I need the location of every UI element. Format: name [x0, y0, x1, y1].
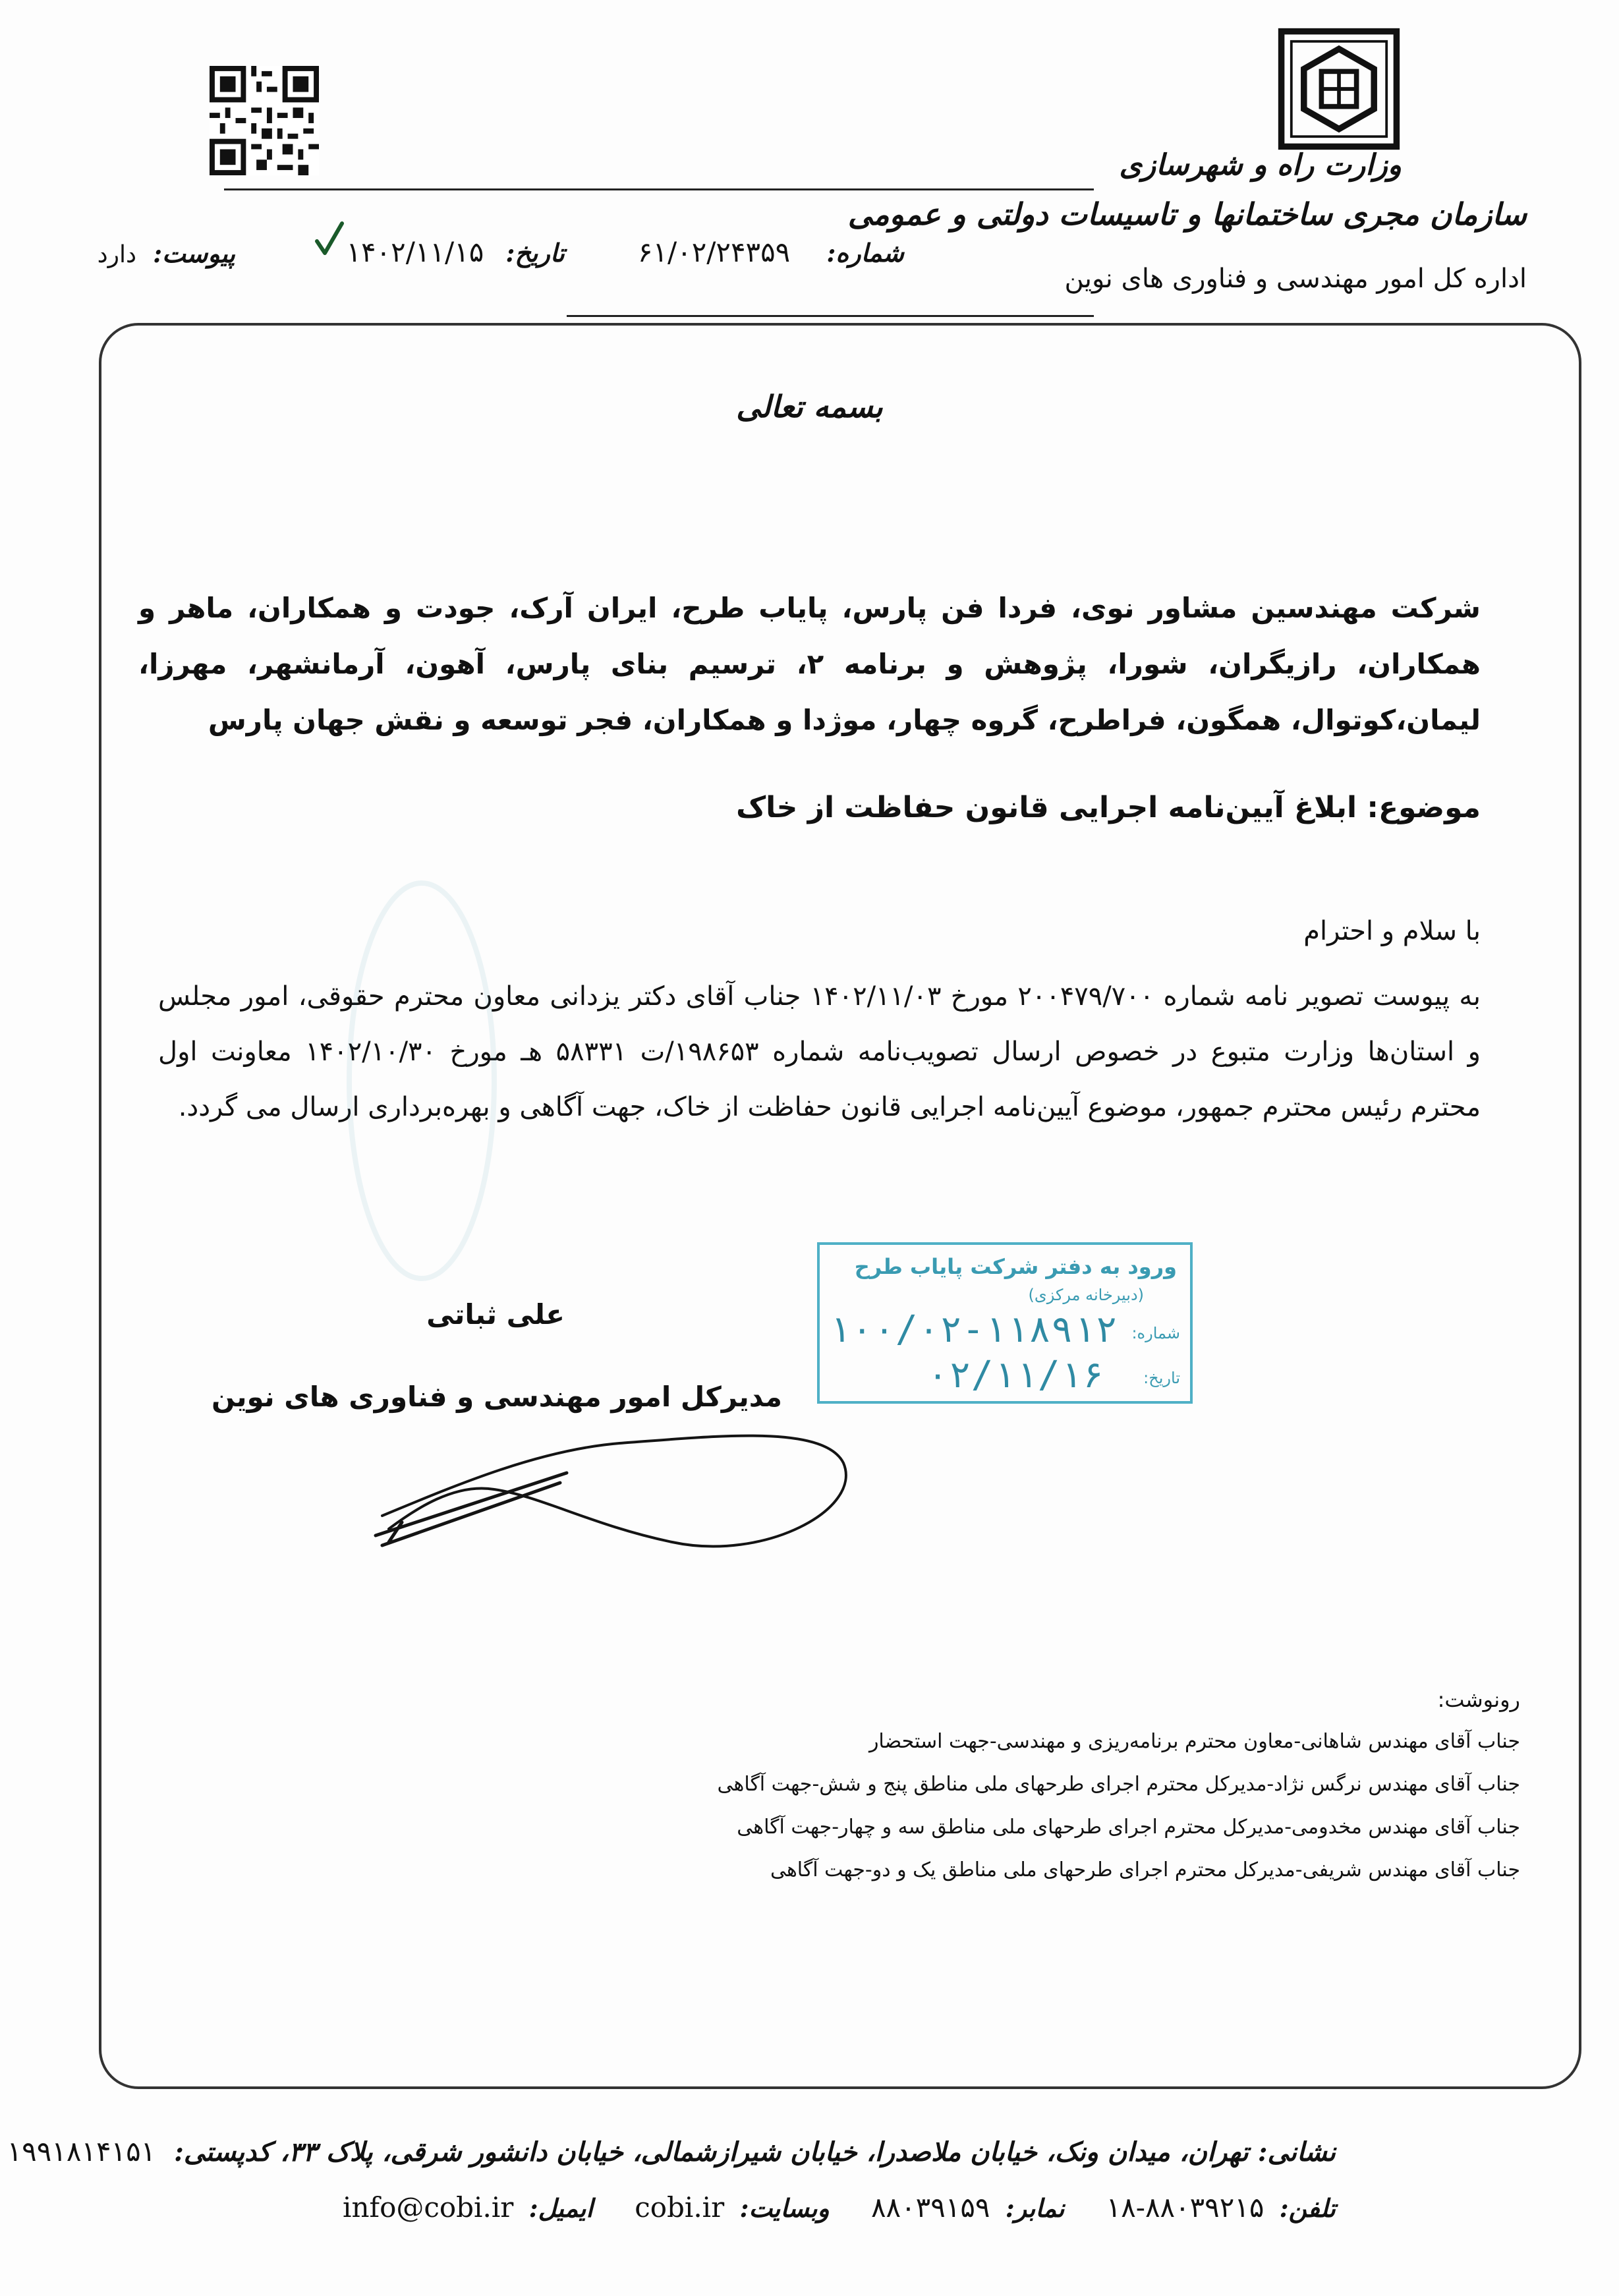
checkmark-icon — [315, 221, 344, 256]
date-label: تاریخ: — [505, 238, 565, 268]
ministry-name: وزارت راه و شهرسازی — [1119, 148, 1402, 182]
ministry-logo-icon — [1276, 26, 1402, 152]
stamp-number-value: ۱۰۰/۰۲-۱۱۸۹۱۲ — [828, 1308, 1118, 1351]
greeting: با سلام و احترام — [1303, 916, 1481, 946]
number-value: ۶۱/۰۲/۲۴۳۵۹ — [637, 236, 791, 268]
recipients: شرکت مهندسین مشاور نوی، فردا فن پارس، پایاب طرح، ایران آرک، جودت و همکاران، ماهر و همکاران، رازیگران، شورا، پژوهش و برنامه ۲، ترسیم بنای پارس، آهون، آرمانشهر، مهرزا، لیمان،کوتوال، همگون، فراطرح، گروه چهار، موژدا و همکاران، فجر توسعه و نقش جهان پارس — [138, 592, 1481, 736]
stamp-date-label: تاریخ: — [1143, 1369, 1180, 1387]
attachment-label: پیوست: — [153, 239, 235, 268]
stamp-subtitle: (دبیرخانه مرکزی) — [1028, 1286, 1144, 1304]
copy-recipient: جناب آقای مهندس شریفی-مدیرکل محترم اجرای طرحهای ملی مناطق یک و دو-جهت آگاهی — [770, 1858, 1520, 1881]
header-divider-lower — [567, 315, 1094, 317]
fax-label: نمابر: — [1005, 2193, 1065, 2223]
copy-recipient: جناب آقای مهندس شاهانی-معاون محترم برنامه‌ریزی و مهندسی-جهت استحضار — [868, 1730, 1520, 1753]
email-link[interactable]: info@cobi.ir — [343, 2191, 514, 2224]
attachment-value: دارد — [97, 241, 137, 268]
email-label: ایمیل: — [528, 2193, 593, 2223]
faint-seal-icon — [343, 870, 501, 1292]
copies-title: رونوشت: — [1437, 1687, 1520, 1712]
stamp-title: ورود به دفتر شرکت پایاب طرح — [854, 1254, 1177, 1279]
website-link[interactable]: cobi.ir — [635, 2191, 725, 2224]
basmala: بسمه تعالی — [736, 389, 883, 424]
address-label: نشانی: — [1257, 2137, 1336, 2167]
date-value: ۱۴۰۲/۱۱/۱۵ — [346, 236, 484, 268]
letter-number — [638, 236, 904, 268]
tel-value: ۱۸-۸۸۰۳۹۲۱۵ — [1106, 2191, 1264, 2224]
website-label: وبسایت: — [739, 2193, 830, 2223]
signer-name: علی ثباتی — [426, 1298, 565, 1331]
signer-title: مدیرکل امور مهندسی و فناوری های نوین — [211, 1381, 782, 1413]
footer-address — [7, 2135, 1336, 2167]
postal-code: ۱۹۹۱۸۱۴۱۵۱ — [7, 2135, 156, 2167]
handwritten-signature — [343, 1384, 870, 1582]
stamp-number-label: شماره: — [1131, 1324, 1180, 1342]
qr-code — [210, 66, 319, 175]
department-name: اداره کل امور مهندسی و فناوری های نوین — [1064, 264, 1527, 294]
letter-date — [346, 236, 565, 268]
tel-label: تلفن: — [1279, 2193, 1336, 2223]
letter-attachment — [98, 239, 235, 268]
subject-line: موضوع: ابلاغ آیین‌نامه اجرایی قانون حفاظت از خاک — [736, 791, 1481, 824]
address-text: تهران، میدان ونک، خیابان ملاصدرا، خیابان شیرازشمالی، خیابان دانشور شرقی، پلاک ۳۳، کدپستی: — [174, 2137, 1249, 2167]
fax-value: ۸۸۰۳۹۱۵۹ — [871, 2191, 990, 2224]
number-label: شماره: — [826, 238, 904, 268]
copy-recipient: جناب آقای مهندس نرگس نژاد-مدیرکل محترم اجرای طرحهای ملی مناطق پنج و شش-جهت آگاهی — [717, 1773, 1520, 1796]
organization-name: سازمان مجری ساختمانها و تاسیسات دولتی و عمومی — [847, 196, 1527, 232]
stamp-date-value: ۰۲/۱۱/۱۶ — [926, 1354, 1104, 1396]
footer-contacts — [343, 2191, 1336, 2224]
header-divider — [224, 188, 1094, 190]
receipt-stamp — [817, 1242, 1193, 1404]
copy-recipient: جناب آقای مهندس مخدومی-مدیرکل محترم اجرای طرحهای ملی مناطق سه و چهار-جهت آگاهی — [737, 1816, 1520, 1839]
letter-body: به پیوست تصویر نامه شماره ۲۰۰۴۷۹/۷۰۰ مورخ ۱۴۰۲/۱۱/۰۳ جناب آقای دکتر یزدانی معاون محترم حقوقی، امور مجلس و استان‌ها وزارت متبوع در خصوص ارسال تصویب‌نامه شماره ۱۹۸۶۵۳/ت ۵۸۳۳۱ هـ مورخ ۱۴۰۲/۱۰/۳۰ معاونت اول محترم رئیس محترم جمهور، موضوع آیین‌نامه اجرایی قانون حفاظت از خاک، جهت آگاهی و بهره‌برداری ارسال می گردد. — [158, 981, 1481, 1122]
